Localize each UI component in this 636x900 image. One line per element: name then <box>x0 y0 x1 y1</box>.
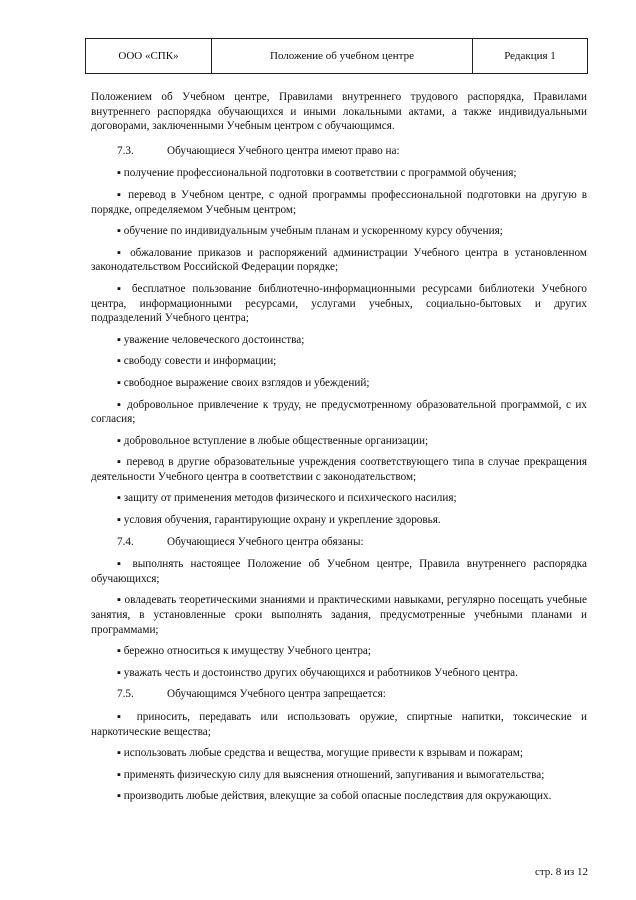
header-edition: Редакция 1 <box>473 39 588 74</box>
header-title: Положение об учебном центре <box>212 39 473 74</box>
list-item: ▪ бесплатное пользование библиотечно-информационными ресурсами библиотеки Учебного центра, информационными ресурсами, услугами учебных, социально-бытовых и других подразделений Учебного центра; <box>91 282 587 325</box>
document-header-table <box>85 38 588 74</box>
list-item: ▪ обучение по индивидуальным учебным планам и ускоренному курсу обучения; <box>117 225 503 238</box>
list-item: ▪ уважение человеческого достоинства; <box>117 333 305 346</box>
list-item: ▪ применять физическую силу для выяснения отношений, запугивания и вымогательства; <box>117 768 545 781</box>
section-heading-text: Обучающиеся Учебного центра имеют право на: <box>167 144 400 157</box>
list-item: ▪ защиту от применения методов физического и психического насилия; <box>117 492 457 505</box>
list-item: ▪ свободное выражение своих взглядов и убеждений; <box>117 376 370 389</box>
list-item: ▪ получение профессиональной подготовки в соответствии с программой обучения; <box>117 167 517 180</box>
list-item: ▪ овладевать теоретическими знаниями и практическими навыками, регулярно посещать учебные занятия, в установленные сроки выполнять задания, предусмотренные учебными планами и программами; <box>91 594 587 636</box>
list-item: ▪ перевод в Учебном центре, с одной программы профессиональной подготовки на другую в порядке, определяемом Учебным центром; <box>91 188 587 216</box>
list-item: ▪ производить любые действия, влекущие за собой опасные последствия для окружающих. <box>117 790 552 803</box>
section-heading-text: Обучающиеся Учебного центра обязаны: <box>167 535 364 548</box>
list-item: ▪ добровольное привлечение к труду, не предусмотренному образовательной программой, с их согласия; <box>91 398 587 426</box>
list-item: ▪ бережно относиться к имуществу Учебного центра; <box>117 645 372 658</box>
page-number: стр. 8 из 12 <box>534 866 588 878</box>
list-item: ▪ условия обучения, гарантирующие охрану и укрепление здоровья. <box>117 514 441 527</box>
section-heading-text: Обучающимся Учебного центра запрещается: <box>167 688 386 701</box>
list-item: ▪ выполнять настоящее Положение об Учебном центре, Правила внутреннего распорядка обучающихся; <box>91 558 587 585</box>
list-item: ▪ обжалование приказов и распоряжений администрации Учебного центра в установленном законодательством Российской Федерации порядке; <box>91 246 587 274</box>
list-item: ▪ приносить, передавать или использовать оружие, спиртные напитки, токсические и наркотические вещества; <box>91 711 587 738</box>
list-item: ▪ использовать любые средства и вещества, могущие привести к взрывам и пожарам; <box>117 747 523 760</box>
section-7-4-heading <box>91 535 587 550</box>
section-number: 7.5. <box>117 688 134 701</box>
section-number: 7.4. <box>117 535 134 548</box>
section-7-5-heading <box>91 687 587 702</box>
list-item: ▪ добровольное вступление в любые общественные организации; <box>117 434 429 447</box>
document-body <box>91 90 587 811</box>
header-company: ООО «СПК» <box>86 39 212 74</box>
section-number: 7.3. <box>117 144 134 157</box>
list-item: ▪ перевод в другие образовательные учреждения соответствующего типа в случае прекращения деятельности Учебного центра в соответствии с законодательством; <box>91 456 587 483</box>
intro-paragraph: Положением об Учебном центре, Правилами внутреннего трудового распорядка, Правилами внутреннего распорядка обучающихся и иными локальными актами, а также индивидуальными договорами, заключенными Учебным центром с обучающимся. <box>91 91 587 133</box>
list-item: ▪ свободу совести и информации; <box>117 355 277 368</box>
list-item: ▪ уважать честь и достоинство других обучающихся и работников Учебного центра. <box>117 666 518 679</box>
section-7-3-heading <box>91 144 587 159</box>
